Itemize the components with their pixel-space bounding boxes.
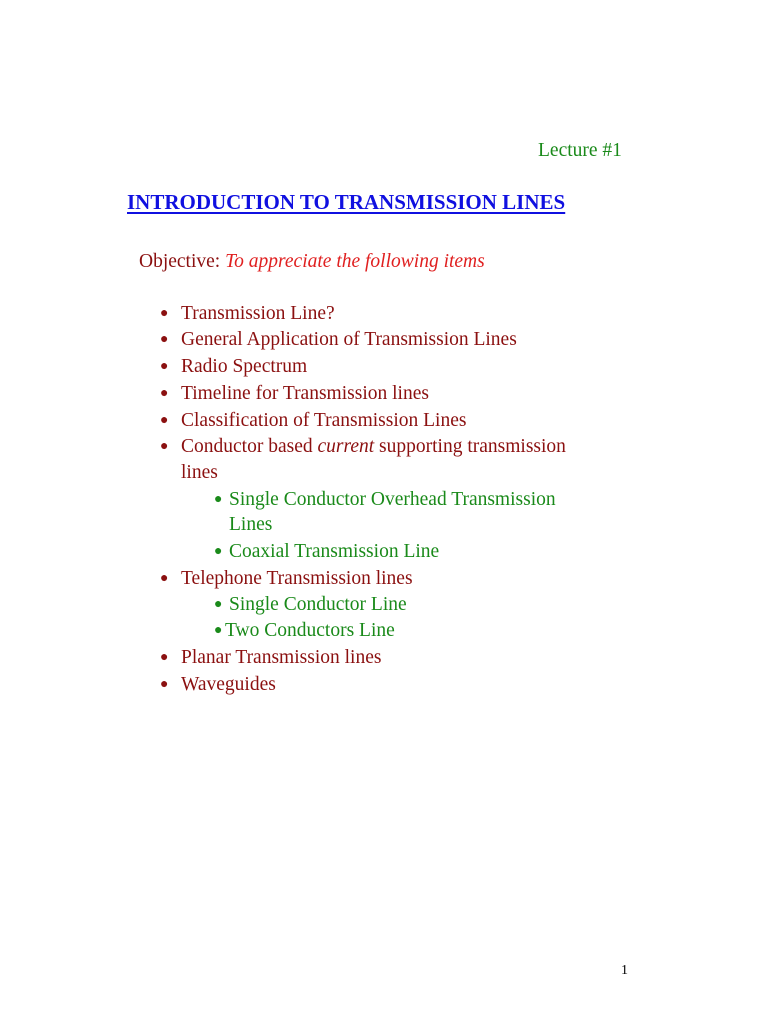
sub-list-item <box>214 539 440 565</box>
bullet-icon: ● <box>160 386 169 401</box>
list-item-text: General Application of Transmission Lines <box>181 329 517 350</box>
sub-list-item <box>214 592 407 618</box>
document-title: INTRODUCTION TO TRANSMISSION LINES <box>127 190 566 214</box>
list-item-text: Classification of Transmission Lines <box>181 410 467 431</box>
list-item <box>160 434 566 460</box>
bullet-icon: ● <box>160 571 169 586</box>
bullet-icon: ● <box>214 544 223 559</box>
sub-list-item <box>214 487 556 513</box>
list-item-continuation: Lines <box>229 514 273 535</box>
lecture-number: Lecture #1 <box>538 140 622 161</box>
bullet-icon: ● <box>160 677 169 692</box>
list-item <box>160 645 382 671</box>
bullet-icon: ● <box>160 306 169 321</box>
sub-list-item <box>214 618 395 644</box>
list-item <box>160 301 335 327</box>
list-item-text: Two Conductors Line <box>225 620 395 641</box>
list-item-text: Waveguides <box>181 674 276 695</box>
list-item-text: Single Conductor Overhead Transmission <box>229 489 556 510</box>
bullet-icon: ● <box>214 597 223 612</box>
objective-label: Objective: <box>139 251 226 272</box>
list-item <box>160 672 276 698</box>
list-item-continuation: lines <box>181 462 218 483</box>
list-item-text: Coaxial Transmission Line <box>229 541 440 562</box>
list-item-text: Timeline for Transmission lines <box>181 383 429 404</box>
list-item <box>160 566 413 592</box>
page-number: 1 <box>621 963 628 978</box>
list-item <box>160 381 429 407</box>
list-item <box>160 408 467 434</box>
bullet-icon: ● <box>214 492 223 507</box>
list-item-text: Radio Spectrum <box>181 356 308 377</box>
bullet-icon: ● <box>160 413 169 428</box>
bullet-icon: ● <box>160 359 169 374</box>
list-item <box>160 327 517 353</box>
list-item-text-before: Conductor based <box>181 436 318 457</box>
list-item-text: Transmission Line? <box>181 303 335 324</box>
list-item-text-emphasis: current <box>317 436 375 457</box>
objective-line <box>139 250 485 274</box>
bullet-icon: ● <box>214 623 223 638</box>
bullet-icon: ● <box>160 332 169 347</box>
list-item <box>160 354 308 380</box>
bullet-icon: ● <box>160 650 169 665</box>
list-item-text: Planar Transmission lines <box>181 647 382 668</box>
bullet-icon: ● <box>160 439 169 454</box>
list-item-text: Single Conductor Line <box>229 594 407 615</box>
list-item-text-after: supporting transmission <box>374 436 566 457</box>
list-item-text: Telephone Transmission lines <box>181 568 413 589</box>
objective-text: To appreciate the following items <box>225 251 485 272</box>
